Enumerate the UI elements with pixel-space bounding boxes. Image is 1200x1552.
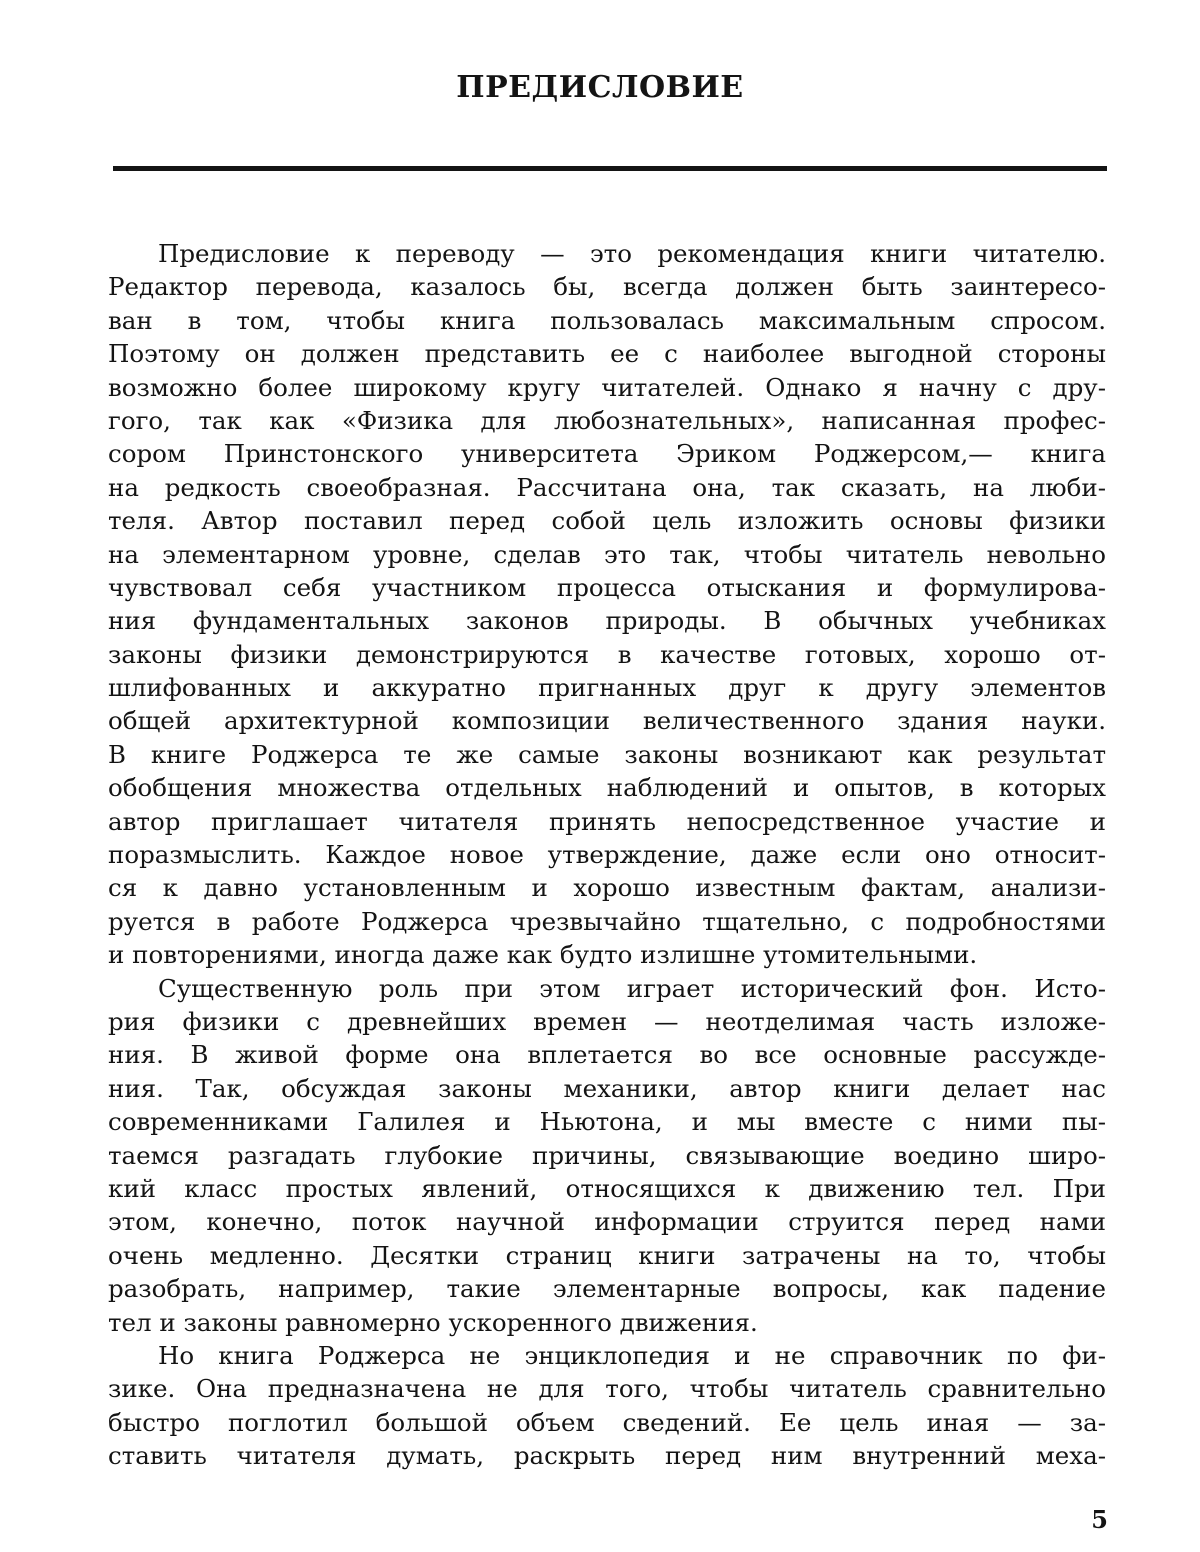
text-line: и повторениями, иногда даже как будто излишне утомительными. <box>108 940 978 970</box>
text-line: чувствовал себя участником процесса отыскания и формулирова- <box>108 572 1106 602</box>
text-line: законы физики демонстрируются в качестве готовых, хорошо от- <box>108 639 1106 669</box>
text-line: на элементарном уровне, сделав это так, чтобы читатель невольно <box>108 539 1106 569</box>
text-line: возможно более широкому кругу читателей. Однако я начну с дру- <box>108 372 1106 402</box>
text-line: обобщения множества отдельных наблюдений и опытов, в которых <box>108 773 1106 803</box>
paragraph-2 <box>108 972 1106 1339</box>
text-line: зике. Она предназначена не для того, чтобы читатель сравнительно <box>108 1374 1106 1404</box>
text-line: рия физики с древнейших времен — неотделимая часть изложе- <box>108 1006 1106 1036</box>
text-line: общей архитектурной композиции величественного здания науки. <box>108 706 1106 736</box>
text-line: Предисловие к переводу — это рекомендация книги читателю. <box>158 239 1106 268</box>
body-text <box>108 237 1106 1472</box>
text-line: современниками Галилея и Ньютона, и мы вместе с ними пы- <box>108 1107 1106 1137</box>
text-line: ставить читателя думать, раскрыть перед ним внутренний меха- <box>108 1441 1106 1471</box>
text-line: разобрать, например, такие элементарные вопросы, как падение <box>108 1274 1106 1304</box>
text-line: шлифованных и аккуратно пригнанных друг к другу элементов <box>108 673 1106 703</box>
text-line: Существенную роль при этом играет исторический фон. Исто- <box>158 973 1106 1003</box>
text-line: Но книга Роджерса не энциклопедия и не справочник по фи- <box>158 1340 1106 1370</box>
text-line: автор приглашает читателя принять непосредственное участие и <box>108 806 1106 836</box>
text-line: ния. В живой форме она вплетается во все основные рассужде- <box>108 1040 1106 1070</box>
text-line: ся к давно установленным и хорошо известным фактам, анализи- <box>108 873 1106 903</box>
text-line: ния. Так, обсуждая законы механики, автор книги делает нас <box>108 1073 1106 1103</box>
text-line: очень медленно. Десятки страниц книги затрачены на то, чтобы <box>108 1240 1106 1270</box>
text-line: кий класс простых явлений, относящихся к движению тел. При <box>108 1173 1106 1203</box>
text-line: Редактор перевода, казалось бы, всегда должен быть заинтересо- <box>108 272 1106 302</box>
text-line: ния фундаментальных законов природы. В обычных учебниках <box>108 606 1106 636</box>
text-line: тел и законы равномерно ускоренного движения. <box>108 1307 758 1337</box>
text-line: руется в работе Роджерса чрезвычайно тщательно, с подробностями <box>108 906 1106 936</box>
text-line: В книге Роджерса те же самые законы возникают как результат <box>108 739 1106 769</box>
text-line: теля. Автор поставил перед собой цель изложить основы физики <box>108 506 1106 536</box>
text-line: сором Принстонского университета Эриком Роджерсом,— книга <box>108 439 1106 469</box>
text-line: ван в том, чтобы книга пользовалась максимальным спросом. <box>108 305 1106 335</box>
title-divider <box>113 166 1107 171</box>
text-line: гого, так как «Физика для любознательных», написанная профес- <box>108 405 1106 435</box>
text-line: Поэтому он должен представить ее с наиболее выгодной стороны <box>108 339 1106 369</box>
text-line: этом, конечно, поток научной информации струится перед нами <box>108 1207 1106 1237</box>
text-line: таемся разгадать глубокие причины, связывающие воедино широ- <box>108 1140 1106 1170</box>
text-line: на редкость своеобразная. Рассчитана она, так сказать, на люби- <box>108 472 1106 502</box>
paragraph-3 <box>108 1339 1106 1473</box>
text-line: быстро поглотил большой объем сведений. Ее цель иная — за- <box>108 1407 1106 1437</box>
text-line: поразмыслить. Каждое новое утверждение, даже если оно относит- <box>108 840 1106 870</box>
page-title: ПРЕДИСЛОВИЕ <box>456 70 744 105</box>
paragraph-1 <box>108 237 1106 972</box>
page-number: 5 <box>1091 1505 1108 1534</box>
